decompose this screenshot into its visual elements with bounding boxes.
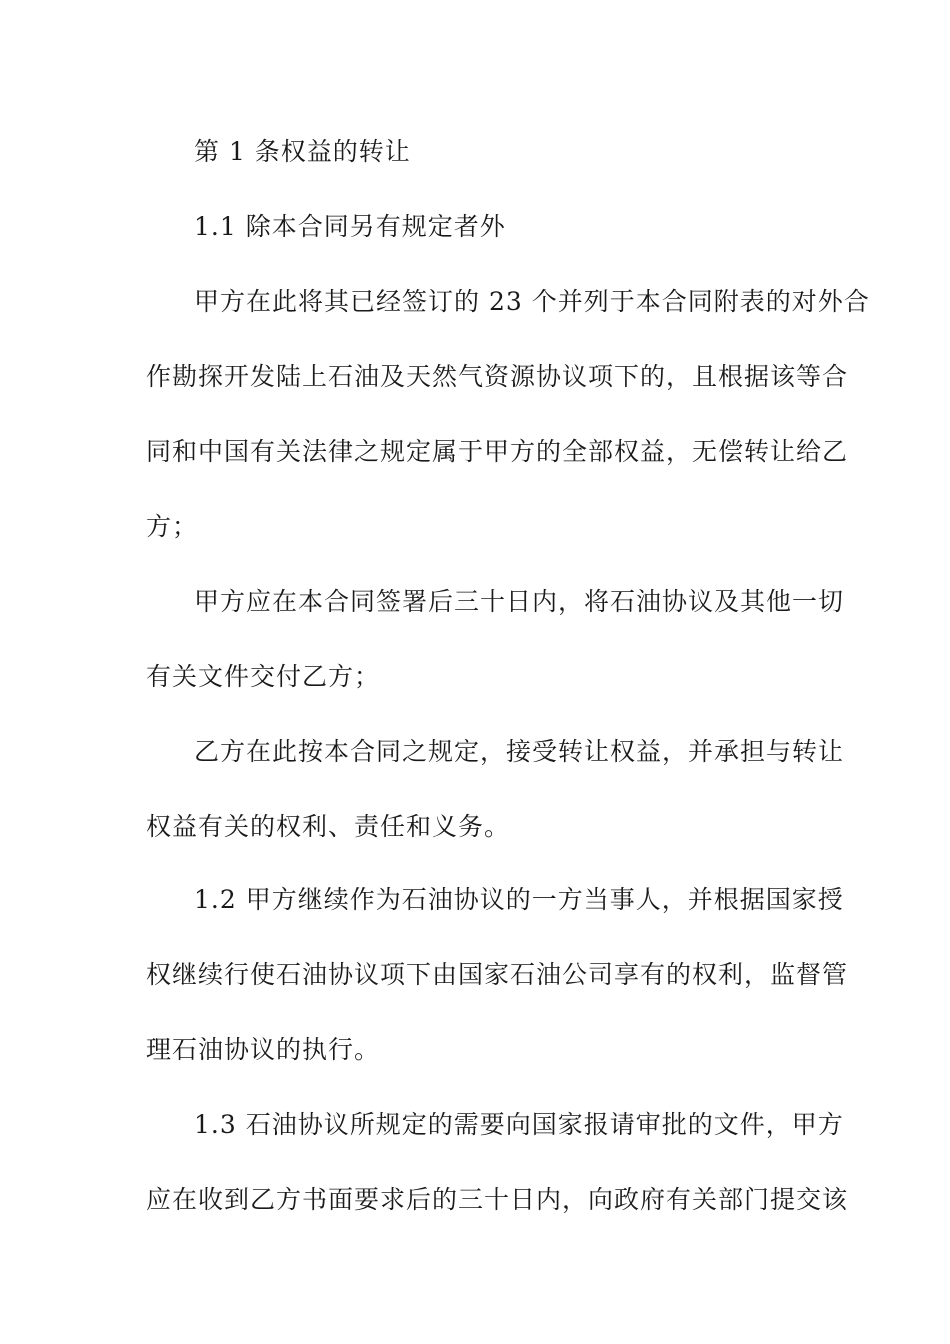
paragraph-line: 作勘探开发陆上石油及天然气资源协议项下的，且根据该等合 bbox=[146, 362, 849, 391]
clause-1-1-title: 1.1 除本合同另有规定者外 bbox=[194, 212, 506, 241]
paragraph-line: 甲方应在本合同签署后三十日内，将石油协议及其他一切 bbox=[194, 587, 845, 616]
clause-1-2-line: 理石油协议的执行。 bbox=[146, 1035, 381, 1064]
paragraph-line: 甲方在此将其已经签订的 23 个并列于本合同附表的对外合 bbox=[194, 287, 870, 316]
article-heading: 第 1 条权益的转让 bbox=[194, 137, 411, 166]
paragraph-line: 有关文件交付乙方； bbox=[146, 662, 381, 691]
clause-1-3-line: 应在收到乙方书面要求后的三十日内，向政府有关部门提交该 bbox=[146, 1185, 849, 1214]
paragraph-line: 同和中国有关法律之规定属于甲方的全部权益，无偿转让给乙 bbox=[146, 437, 849, 466]
paragraph-line: 方； bbox=[146, 512, 199, 541]
paragraph-line: 乙方在此按本合同之规定，接受转让权益，并承担与转让 bbox=[194, 737, 845, 766]
clause-1-2-line: 权继续行使石油协议项下由国家石油公司享有的权利，监督管 bbox=[146, 960, 849, 989]
clause-1-2-line: 1.2 甲方继续作为石油协议的一方当事人，并根据国家授 bbox=[194, 885, 844, 914]
clause-1-3-line: 1.3 石油协议所规定的需要向国家报请审批的文件，甲方 bbox=[194, 1110, 844, 1139]
paragraph-line: 权益有关的权利、责任和义务。 bbox=[146, 812, 511, 841]
